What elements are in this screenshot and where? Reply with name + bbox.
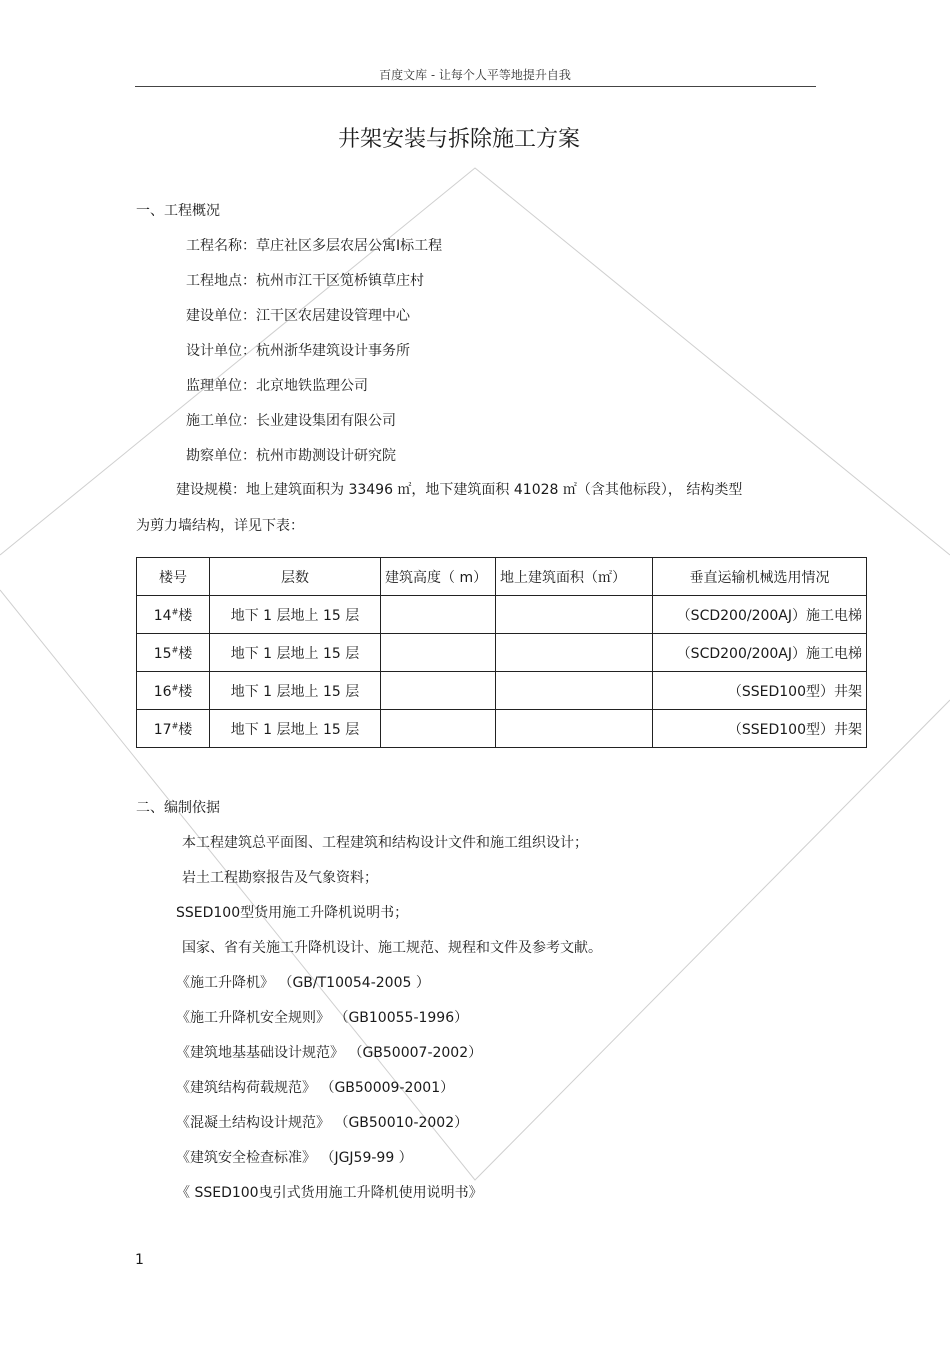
reference-item: 《混凝土结构设计规范》 （GB50010-2002） (176, 1115, 469, 1131)
table-row (137, 672, 867, 710)
floors-cell: 地下 1 层地上 15 层 (210, 634, 381, 672)
table-header-row (137, 558, 867, 596)
overview-item: 施工单位：长业建设集团有限公司 (186, 413, 396, 429)
height-cell (381, 710, 496, 748)
section-heading-overview: 一、工程概况 (136, 203, 220, 219)
height-cell (381, 672, 496, 710)
page-header: 百度文库 - 让每个人平等地提升自我 (379, 68, 571, 82)
floors-cell: 地下 1 层地上 15 层 (210, 672, 381, 710)
document-title: 井架安装与拆除施工方案 (337, 127, 580, 152)
overview-item: 工程地点：杭州市江干区笕桥镇草庄村 (186, 273, 424, 289)
reference-item: 《 SSED100曳引式货用施工升降机使用说明书》 (176, 1185, 483, 1201)
section-heading-basis: 二、编制依据 (136, 800, 220, 816)
header-rule (135, 86, 816, 87)
reference-item: 《施工升降机》 （GB/T10054-2005 ） (176, 975, 430, 991)
reference-item: 《施工升降机安全规则》 （GB10055-1996） (176, 1010, 469, 1026)
building-number-cell: 16#楼 (137, 672, 210, 710)
overview-item: 设计单位：杭州浙华建筑设计事务所 (186, 343, 410, 359)
table-header-cell: 垂直运输机械选用情况 (653, 558, 867, 596)
machine-cell: （SSED100型）井架 (653, 710, 867, 748)
basis-line: 国家、省有关施工升降机设计、施工规范、规程和文件及参考文献。 (182, 940, 602, 956)
area-cell (496, 710, 653, 748)
table-header-cell: 层数 (210, 558, 381, 596)
overview-item: 监理单位：北京地铁监理公司 (186, 378, 368, 394)
table-header-cell: 楼号 (137, 558, 210, 596)
scale-description: 建设规模：地上建筑面积为 33496 ㎡，地下建筑面积 41028 ㎡（含其他标段）， 结构类型 (176, 482, 743, 498)
reference-item: 《建筑地基基础设计规范》 （GB50007-2002） (176, 1045, 483, 1061)
machine-cell: （SSED100型）井架 (653, 672, 867, 710)
reference-item: 《建筑结构荷载规范》 （GB50009-2001） (176, 1080, 455, 1096)
building-table (136, 557, 867, 748)
height-cell (381, 596, 496, 634)
height-cell (381, 634, 496, 672)
machine-cell: （SCD200/200AJ）施工电梯 (653, 596, 867, 634)
building-number-cell: 15#楼 (137, 634, 210, 672)
building-number-cell: 17#楼 (137, 710, 210, 748)
page-number: 1 (135, 1252, 144, 1268)
overview-item: 建设单位：江干区农居建设管理中心 (186, 308, 410, 324)
basis-line: 本工程建筑总平面图、工程建筑和结构设计文件和施工组织设计； (182, 835, 588, 851)
scale-description-cont: 为剪力墙结构，详见下表： (136, 518, 304, 534)
overview-item: 勘察单位：杭州市勘测设计研究院 (186, 448, 396, 464)
table-header-cell: 地上建筑面积（㎡） (496, 558, 653, 596)
reference-item: 《建筑安全检查标准》 （JGJ59-99 ） (176, 1150, 413, 1166)
area-cell (496, 672, 653, 710)
basis-line: SSED100型货用施工升降机说明书； (176, 905, 409, 921)
table-row (137, 710, 867, 748)
machine-cell: （SCD200/200AJ）施工电梯 (653, 634, 867, 672)
table-row (137, 596, 867, 634)
floors-cell: 地下 1 层地上 15 层 (210, 596, 381, 634)
building-number-cell: 14#楼 (137, 596, 210, 634)
area-cell (496, 596, 653, 634)
table-header-cell: 建筑高度（ m） (381, 558, 496, 596)
floors-cell: 地下 1 层地上 15 层 (210, 710, 381, 748)
overview-item: 工程名称：草庄社区多层农居公寓Ⅰ标工程 (186, 238, 443, 254)
area-cell (496, 634, 653, 672)
basis-line: 岩土工程勘察报告及气象资料； (182, 870, 378, 886)
table-row (137, 634, 867, 672)
